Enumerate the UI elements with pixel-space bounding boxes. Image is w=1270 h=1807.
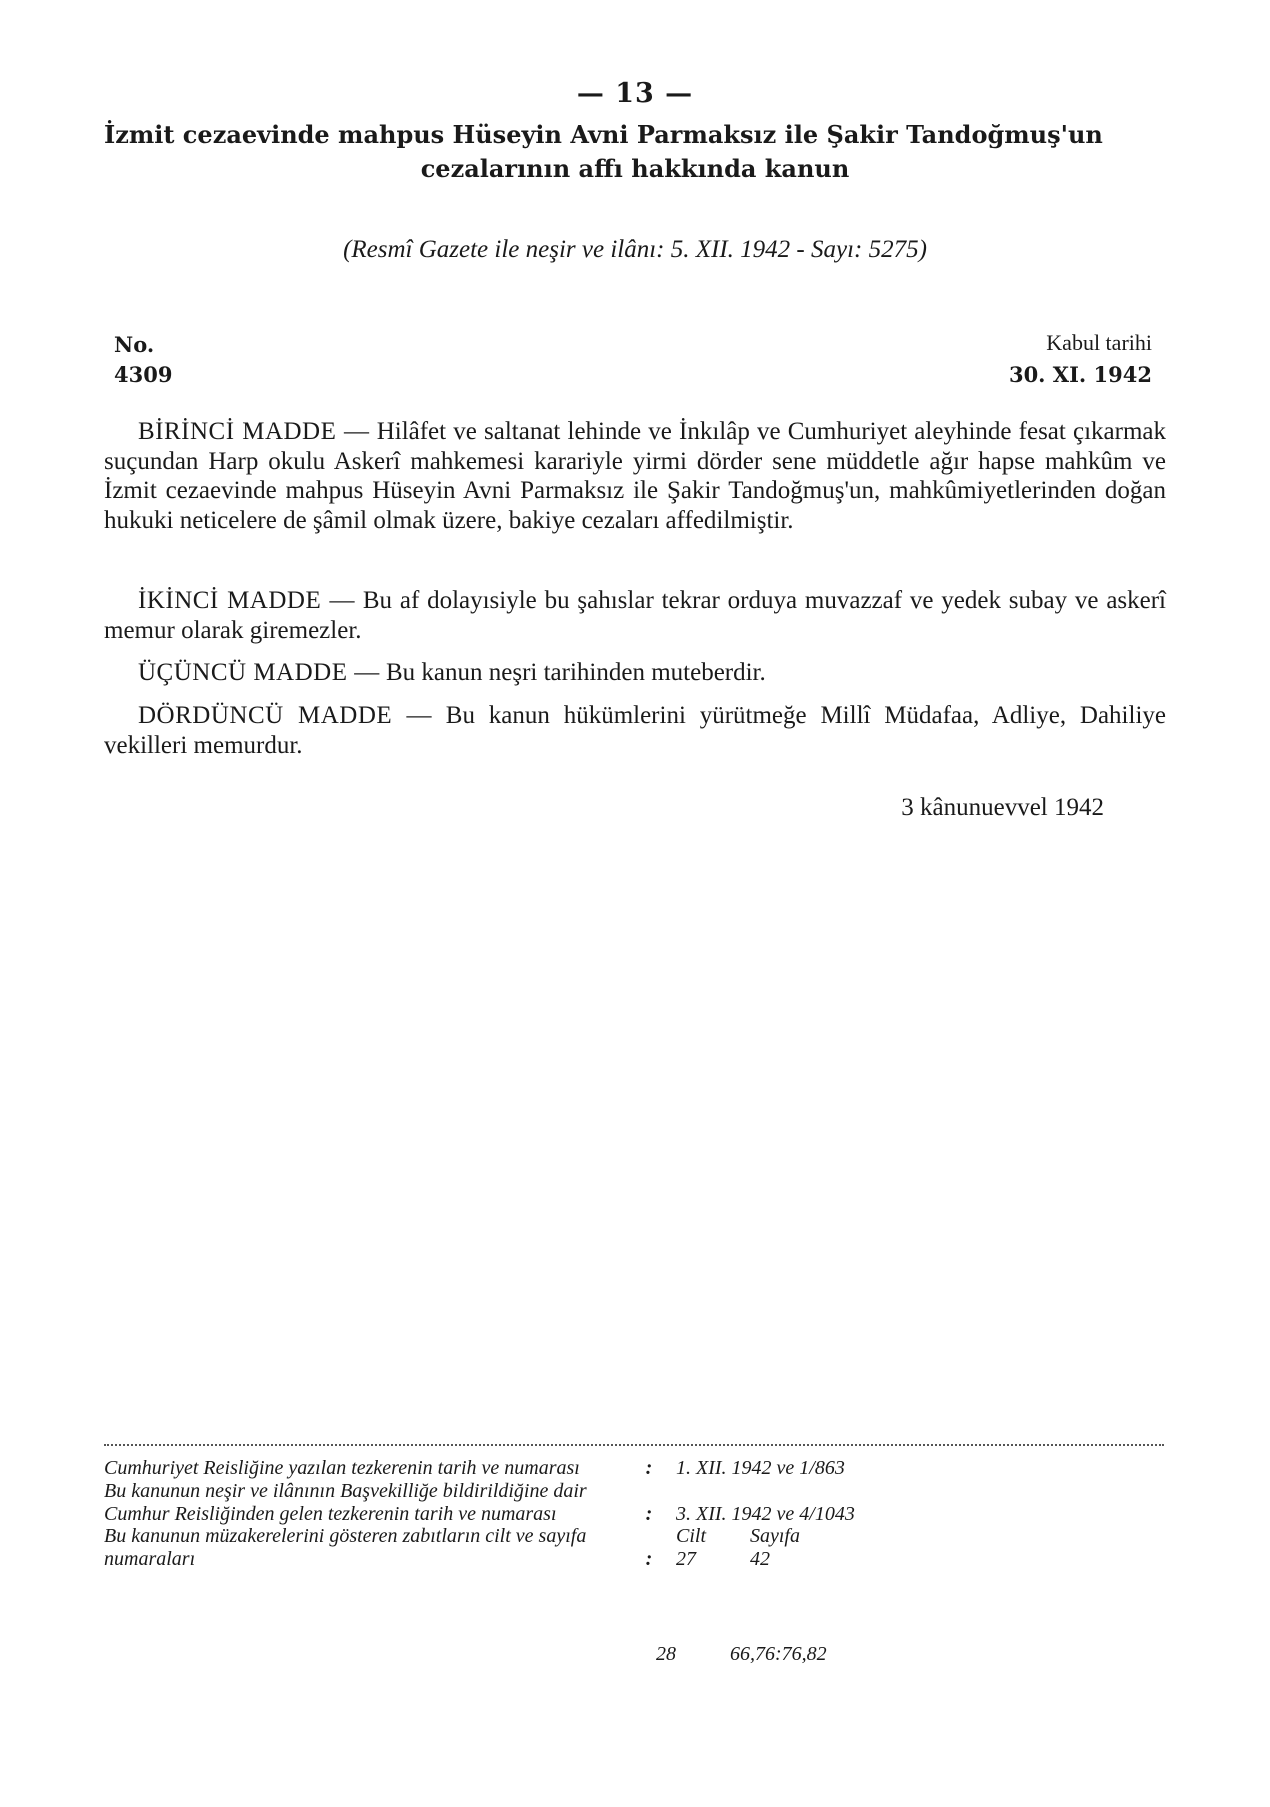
page-header: Sayıfa bbox=[750, 1525, 800, 1548]
acceptance-date-value: 30. XI. 1942 bbox=[1008, 362, 1152, 387]
footnote-divider bbox=[104, 1444, 1164, 1446]
law-title-line-2: cezalarının affı hakkında kanun bbox=[420, 154, 850, 183]
article-2-heading: İKİNCİ MADDE — bbox=[138, 587, 356, 614]
volume-page-table bbox=[676, 1525, 1116, 1571]
volume-number: 27 bbox=[676, 1548, 696, 1571]
footnote-colon: : bbox=[645, 1457, 653, 1479]
volume-number: 28 bbox=[656, 1643, 676, 1665]
page-numbers: 42 bbox=[750, 1548, 770, 1571]
footnote-row bbox=[104, 1525, 1166, 1571]
footnote-value bbox=[664, 1525, 1116, 1571]
article-1 bbox=[104, 417, 1166, 535]
page-numbers: 66,76:76,82 bbox=[730, 1643, 827, 1665]
footnote-colon: : bbox=[645, 1548, 653, 1571]
footnote-label: Bu kanunun müzakerelerini gösteren zabıtların cilt ve sayıfa numaraları bbox=[104, 1525, 587, 1571]
acceptance-date-label: Kabul tarihi bbox=[1046, 330, 1152, 355]
page-number: — 13 — bbox=[576, 78, 694, 109]
law-number-value: 4309 bbox=[114, 362, 173, 387]
article-3-text: Bu kanun neşri tarihinden muteberdir. bbox=[385, 659, 766, 686]
footnotes bbox=[104, 1457, 1166, 1571]
footnote-colon: : bbox=[645, 1502, 653, 1525]
article-1-text: Hilâfet ve saltanat lehinde ve İnkılâp ve Cumhuriyet aleyhinde fesat çıkarmak suçundan Harp okulu Askerî mahkemesi karariyle yirmi dörder sene müddetle ağır hapse mahkûm ve İzmit cezaevinde mahpus Hüseyin Avni Parmaksız ile Şakir Tandoğmuş'un, mahkûmiyetlerinden doğan hukuki neticelere de şâmil olmak üzere, bakiye cezaları affedilmiştir. bbox=[104, 418, 1166, 534]
volume-page-row-2 bbox=[656, 1643, 840, 1666]
footnote-row bbox=[104, 1457, 1166, 1480]
footnote-label: Cumhuriyet Reisliğine yazılan tezkerenin tarih ve numarası bbox=[104, 1457, 580, 1479]
gazette-publication-note: (Resmî Gazete ile neşir ve ilânı: 5. XII. 1942 - Sayı: 5275) bbox=[343, 236, 927, 263]
footnote-row bbox=[104, 1480, 1166, 1526]
article-3-heading: ÜÇÜNCÜ MADDE — bbox=[138, 659, 380, 686]
article-2-text: Bu af dolayısiyle bu şahıslar tekrar orduya muvazzaf ve yedek subay ve askerî memur olarak giremezler. bbox=[104, 587, 1167, 644]
law-number-label: No. bbox=[114, 332, 155, 357]
article-4-heading: DÖRDÜNCÜ MADDE — bbox=[138, 702, 432, 729]
footnote-value: 1. XII. 1942 ve 1/863 bbox=[676, 1457, 845, 1479]
volume-page-table-row-2 bbox=[656, 1643, 840, 1666]
article-1-heading: BİRİNCİ MADDE — bbox=[138, 418, 370, 445]
article-4-text: Bu kanun hükümlerini yürütmeğe Millî Müdafaa, Adliye, Dahiliye vekilleri memurdur. bbox=[104, 702, 1166, 759]
article-4 bbox=[104, 701, 1166, 760]
volume-header: Cilt bbox=[676, 1525, 707, 1548]
footnote-value: 3. XII. 1942 ve 4/1043 bbox=[676, 1502, 855, 1525]
footnote-label: Bu kanunun neşir ve ilânının Başvekilliğe bildirildiğine dair Cumhur Reisliğinden gelen tezkerenin tarih ve numarası bbox=[104, 1479, 587, 1525]
enactment-date: 3 kânunuevvel 1942 bbox=[901, 794, 1104, 821]
law-title-line-1: İzmit cezaevinde mahpus Hüseyin Avni Parmaksız ile Şakir Tandoğmuş'un bbox=[104, 120, 1103, 149]
article-3 bbox=[104, 658, 1166, 688]
article-2 bbox=[104, 586, 1166, 645]
